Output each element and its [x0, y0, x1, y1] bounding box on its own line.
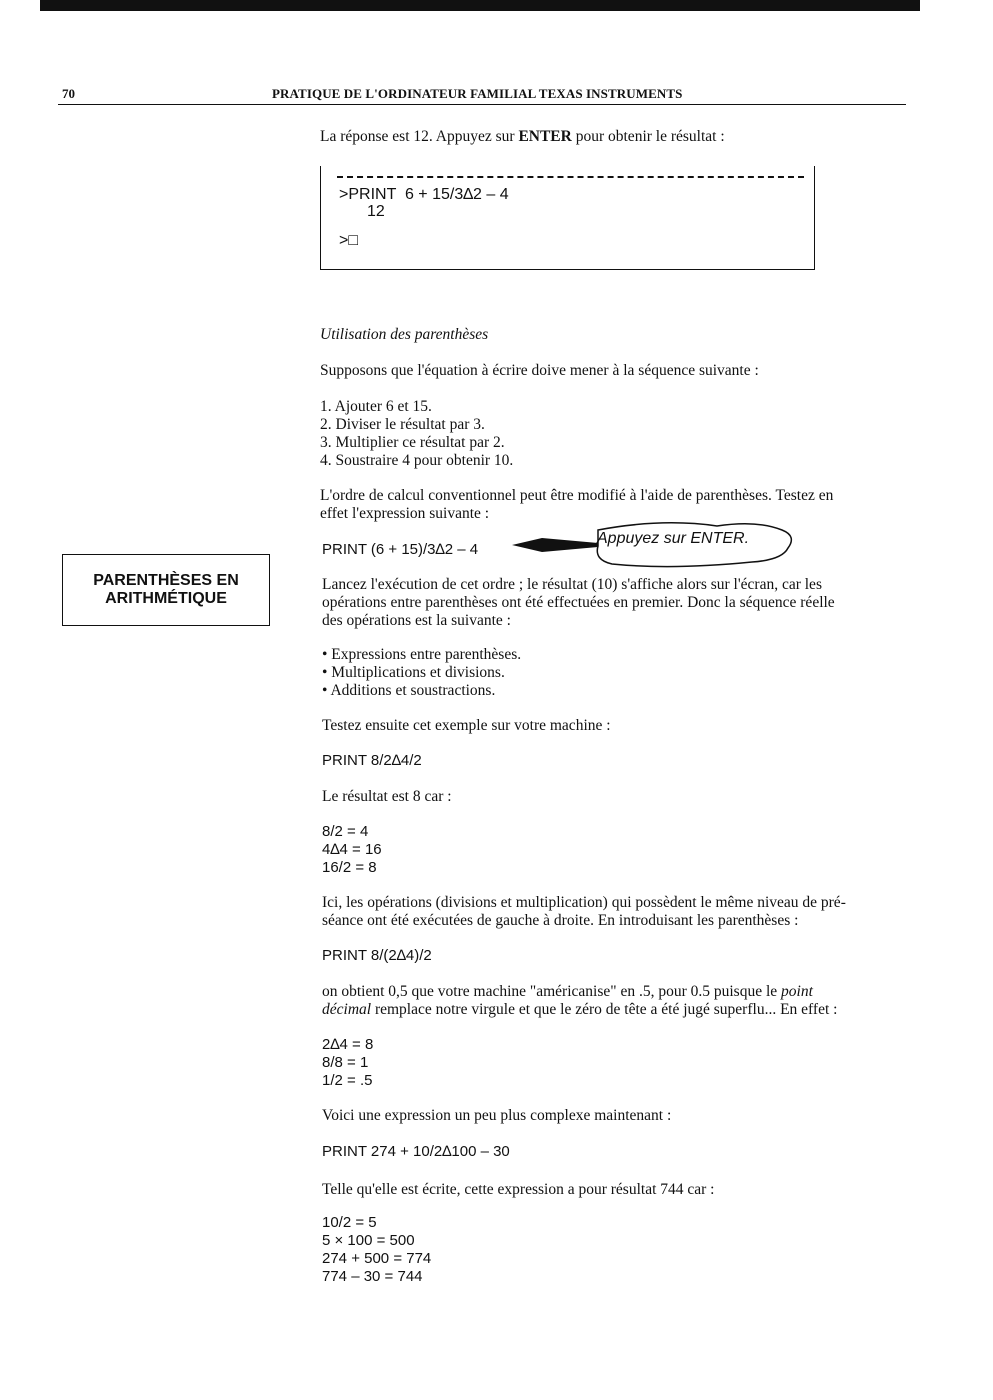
step-item: 2. Diviser le résultat par 3. — [320, 416, 485, 433]
paragraph-lancez-line: des opérations est la suivante : — [322, 612, 511, 629]
sidebar-title-line: PARENTHÈSES EN — [93, 572, 239, 589]
running-header: PRATIQUE DE L'ORDINATEUR FAMILIAL TEXAS INSTRUMENTS — [272, 86, 683, 101]
obtient-italic: décimal — [322, 1001, 372, 1018]
paragraph-resultat-8: Le résultat est 8 car : — [322, 788, 452, 805]
screen-line-command: >PRINT 6 + 15/3∆2 – 4 — [339, 186, 509, 203]
screen-line-prompt: >□ — [339, 232, 359, 249]
paragraph-ordre-line: effet l'expression suivante : — [320, 505, 490, 522]
calculation-line: 8/2 = 4 — [322, 823, 369, 840]
page-number: 70 — [62, 86, 75, 101]
step-item: 4. Soustraire 4 pour obtenir 10. — [320, 452, 514, 469]
paragraph-obtient-line — [322, 983, 813, 1001]
command-print-complex: PRINT 274 + 10/2∆100 – 30 — [322, 1143, 510, 1160]
intro-paragraph — [320, 128, 725, 146]
callout-text: Appuyez sur ENTER. — [597, 530, 750, 547]
calculation-line: 10/2 = 5 — [322, 1214, 377, 1231]
paragraph-obtient-line — [322, 1001, 837, 1019]
screen-line-result: 12 — [367, 203, 385, 220]
bullet-item: • Expressions entre parenthèses. — [322, 646, 522, 663]
calculation-line: 1/2 = .5 — [322, 1072, 373, 1089]
paragraph-ordre-line: L'ordre de calcul conventionnel peut être modifié à l'aide de parenthèses. Testez en — [320, 487, 834, 504]
paragraph-ici-line: Ici, les opérations (divisions et multiplication) qui possèdent le même niveau de pré- — [322, 894, 846, 911]
command-print-parentheses: PRINT (6 + 15)/3∆2 – 4 — [322, 541, 479, 558]
paragraph-lancez-line: Lancez l'exécution de cet ordre ; le résultat (10) s'affiche alors sur l'écran, car les — [322, 576, 822, 593]
calculation-line: 8/8 = 1 — [322, 1054, 369, 1071]
paragraph-ici-line: séance ont été exécutées de gauche à droite. En introduisant les parenthèses : — [322, 912, 799, 929]
obtient-text: on obtient 0,5 que votre machine "américanise" en .5, pour 0.5 puisque le — [322, 983, 782, 1000]
command-print-example: PRINT 8/2∆4/2 — [322, 752, 422, 769]
paragraph-testez: Testez ensuite cet exemple sur votre machine : — [322, 717, 611, 734]
paragraph-suppose: Supposons que l'équation à écrire doive mener à la séquence suivante : — [320, 362, 759, 379]
bullet-item: • Multiplications et divisions. — [322, 664, 505, 681]
step-item: 1. Ajouter 6 et 15. — [320, 398, 432, 415]
sidebar-topic-box — [62, 554, 270, 626]
calculation-line: 2∆4 = 8 — [322, 1036, 374, 1053]
calculation-line: 5 × 100 = 500 — [322, 1232, 415, 1249]
calculation-line: 274 + 500 = 774 — [322, 1250, 432, 1267]
obtient-italic: point — [781, 983, 813, 1000]
arrow-left-icon — [512, 538, 598, 552]
header-rule — [58, 104, 906, 105]
calculation-line: 16/2 = 8 — [322, 859, 377, 876]
enter-key-label: ENTER — [518, 128, 572, 145]
intro-text-after: pour obtenir le résultat : — [571, 128, 725, 145]
screen-display-box — [320, 166, 815, 270]
paragraph-voici: Voici une expression un peu plus complexe maintenant : — [322, 1107, 672, 1124]
screen-dashed-top — [337, 176, 804, 178]
intro-text-before: La réponse est 12. Appuyez sur — [320, 128, 519, 145]
top-black-bar — [40, 0, 920, 11]
calculation-line: 774 – 30 = 744 — [322, 1268, 423, 1285]
step-item: 3. Multiplier ce résultat par 2. — [320, 434, 505, 451]
bullet-item: • Additions et soustractions. — [322, 682, 496, 699]
sidebar-title-line: ARITHMÉTIQUE — [105, 590, 227, 607]
paragraph-telle: Telle qu'elle est écrite, cette expression a pour résultat 744 car : — [322, 1181, 715, 1198]
section-title: Utilisation des parenthèses — [320, 326, 489, 343]
command-print-parentheses-2: PRINT 8/(2∆4)/2 — [322, 947, 432, 964]
paragraph-lancez-line: opérations entre parenthèses ont été effectuées en premier. Donc la séquence réelle — [322, 594, 835, 611]
obtient-text: remplace notre virgule et que le zéro de tête a été jugé superflu... En effet : — [371, 1001, 838, 1018]
calculation-line: 4∆4 = 16 — [322, 841, 382, 858]
